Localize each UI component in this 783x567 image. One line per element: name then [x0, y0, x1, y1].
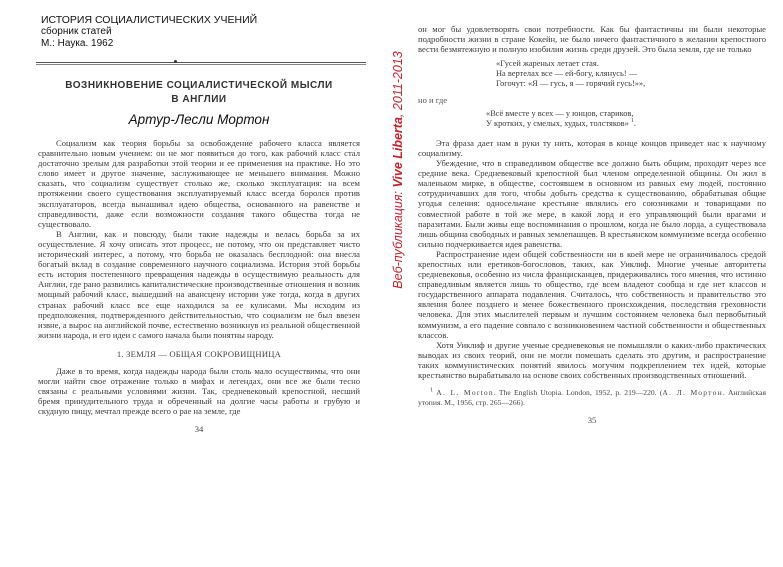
poem-line: «Гусей жареных летает стая. — [496, 59, 599, 69]
footnote-author-latin: A. L. Morton — [436, 388, 494, 398]
footnote-reference[interactable]: 1 — [630, 117, 634, 124]
paragraph: Социализм как теория борьбы за освобождение рабочего класса является сравнительно новым учением: он не мог появиться до того, как рабочий класс стал достаточно зрелым для разработки этой теории и ее применения на практике. Но это слово имеет и другое значение, заслуживающее не меньшего внимания. Можно сказать, что социализм существует столько же, сколько эксплуатация: на всем протяжении своего существования эксплуатируемый класс всегда боролся против эксплуататоров, всегда вынашивал идею общества, основанного на равенстве и справедливости, даже если возможности создания такого общества тогда не существовало. — [38, 138, 360, 229]
paragraph: Распространение идеи общей собственности ни в коей мере не ограничивалось средой крепостных или еретиков-богословов, таких, как Уиклиф. Многие ученые авторитеты средневековья, особенно из числа францисканцев, придерживались того мнения, что истинно справедливым является лишь то общество, где всем владеют сообща и где нет классов и государственного аппарата подавления. Считалось, что собственность и правительство это явления более позднего и менее божественного происхождения, последствия греховности человека. Для этих мыслителей первым и лучшим состоянием человека был первобытный коммунизм, а его падение совпало с возникновением частной собственности и общественных классов. — [418, 248, 766, 340]
publication-watermark — [383, 40, 413, 300]
poem-line: На вертелах все — ей-богу, клянусь! — — [496, 69, 638, 79]
book-subtitle: сборник статей — [41, 26, 112, 37]
poem-line: У кротких, у смелых, худых, толстяков» $^1$. — [486, 117, 637, 128]
poem-quote — [496, 59, 766, 89]
intro-text — [38, 138, 360, 340]
footnote — [418, 388, 766, 407]
article-title-line1: ВОЗНИКНОВЕНИЕ СОЦИАЛИСТИЧЕСКОЙ МЫСЛИ — [65, 80, 333, 91]
footnote-source-ru: . Английская утопия. М., 1956, стр. 265—266). — [418, 388, 766, 407]
source-info — [41, 14, 360, 50]
paragraph: Хотя Уиклиф и другие ученые средневековья не помышляли о каких-либо практических выводах из своих теорий, они не могли помешать сделать это другим, и распространение таких коммунистических понятий явилось могучим подкреплением тех идей, которые крестьянство вырабатывало на основе своих собственных производственных отношений. — [418, 339, 766, 380]
watermark-text — [391, 51, 405, 288]
poem-line: Гогочут: «Я — гусь, я — горячий гусь!»», — [496, 79, 646, 89]
section-text — [38, 366, 360, 416]
article-title-line2: В АНГЛИИ — [171, 94, 227, 105]
footnote-mark: 1 — [430, 387, 433, 394]
paragraph: Эта фраза дает нам в руки ту нить, которая в конце концов приведет нас к научному социализму. — [418, 137, 766, 158]
poem-line: «Всё вместе у всех — у юнцов, стариков, — [486, 108, 634, 118]
footnote-text: $^1$ A. L. Morton. The English Utopia. London, 1952, p. 219—220. (А. Л. Мортон. Английская утопия. М., 1956, стр. 265—266). — [418, 387, 766, 407]
watermark-years: , 2011-2013 — [391, 51, 405, 118]
footnote-source-latin: . The English Utopia. London, 1952, p. 219—220. — [493, 388, 657, 398]
watermark-brand: Vive Liberta — [391, 117, 405, 188]
article-author: Артур-Лесли Мортон — [128, 112, 270, 127]
right-page — [418, 0, 778, 567]
book-title: ИСТОРИЯ СОЦИАЛИСТИЧЕСКИХ УЧЕНИЙ — [41, 14, 258, 26]
opening-text — [418, 24, 766, 54]
page-number: 35 — [587, 415, 597, 426]
paragraph: он мог бы удовлетворять свои потребности. Как бы фантастичны ни были некоторые подробности жизни в стране Кокейн, не было ничего фантастичного в желании крепостного вести безмятежную и полную изобилия жизнь среди друзей. Это была земля, где не только — [418, 24, 766, 55]
separator-ornament-icon — [174, 60, 177, 63]
left-page — [0, 0, 380, 567]
poem-line-text: У кротких, у смелых, худых, толстяков» — [486, 118, 629, 128]
article-title — [38, 79, 360, 107]
section-heading: 1. ЗЕМЛЯ — ОБЩАЯ СОКРОВИЩНИЦА — [116, 348, 282, 359]
poem-quote — [486, 109, 766, 129]
paragraph: Убеждение, что в справедливом обществе все должно быть общим, проходит через все средние века. Средневековый крепостной был членом определенной общины. Он жил в маленьком мирке, в обществе, состоявшем в основном из равных ему людей, постоянно сотрудничавших для того, чтобы добыть средства к существованию, обрабатывая общие угодья селения: односельчане крестьяне являлись его союзниками и товарищами по совместной работе в той же мере, в какой лорд и его управляющий были врагами и паразитами. Были живы еще воспоминания о прошлом, когда не было лорда, а существовала лишь община свободных и равных землепашцев. В крестьянском коммунизме всегда особенно сильно подчеркивается идея равенства. — [418, 158, 766, 249]
publisher-info: М.: Наука. 1962 — [41, 38, 114, 49]
footnote-author-ru: А. Л. Мортон — [662, 388, 723, 398]
watermark-prefix: Веб-публикация: — [391, 187, 405, 289]
separator-line — [36, 62, 366, 63]
page-number: 34 — [194, 424, 204, 435]
connector-text: но и где — [418, 94, 448, 105]
main-text — [418, 138, 766, 380]
paragraph: Даже в то время, когда надежды народа были столь мало осуществимы, что они могли найти свое отражение только в мифах и легендах, они все же были тесно связаны с реальными условиями жизни. Так, средневековый крепостной, несший бремя принудительного труда и обреченный на долгие часы работы и грубую и скудную пищу, мечтал прежде всего о рае на земле, где — [38, 365, 360, 417]
ornamental-separator — [36, 62, 366, 65]
paragraph: В Англии, как и повсюду, были такие надежды и велась борьба за их осуществление. Я хочу описать этот процесс, не потому, что он представляет чисто исторический интерес, а потому, что борьба не оказалась бесплодной: она внесла богатый вклад в создание современного научного социализма. История этой борьбы есть история постепенного превращения надежды в осуществимую реальность для Англии, где рано развились капиталистические производственные отношения и возник мощный рабочий класс, вышедший на авансцену истории уже тогда, когда в других странах рабочий класс все еще находился за ее кулисами. Мы исходим из предположения, подтвержденного действительностью, что социализм не был ввезен извне, а вырос на английской почве, естественно возникнув из реальной общественной жизни народа, и его идеи с самого начала были понятны народу. — [38, 228, 360, 340]
separator-line — [36, 64, 366, 65]
